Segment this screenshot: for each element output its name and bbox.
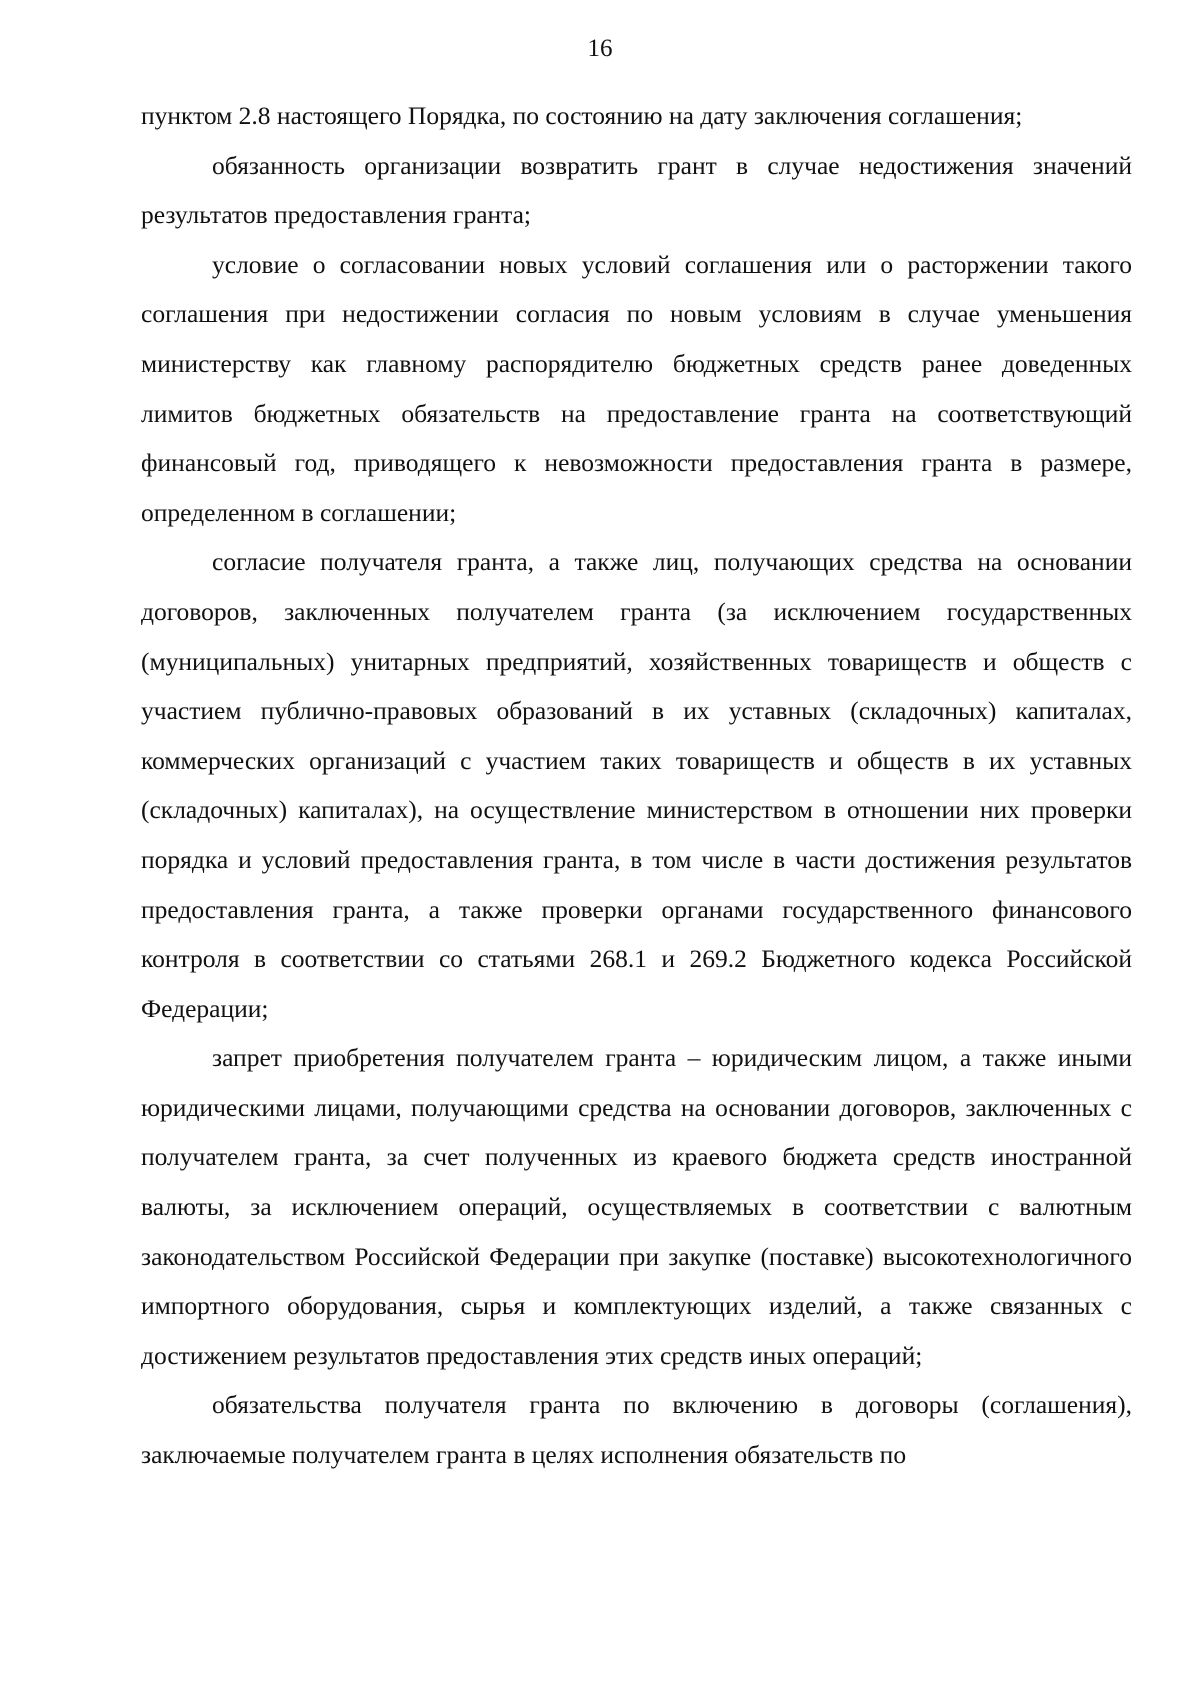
paragraph-recipient-consent: согласие получателя гранта, а также лиц, получающих средства на основании договоров, заключенных получателем гранта (за исключением государственных (муниципальных) унитарных предприятий, хозяйственных товариществ и обществ с участием публично-правовых образований в их уставных (складочных) капиталах, коммерческих организаций с участием таких товариществ и обществ в их уставных (складочных) капиталах), на осуществление министерством в отношении них проверки порядка и условий предоставления гранта, в том числе в части достижения результатов предоставления гранта, а также проверки органами государственного финансового контроля в соответствии со статьями 268.1 и 269.2 Бюджетного кодекса Российской Федерации; [141,547,1132,1023]
paragraph-continuation: пунктом 2.8 настоящего Порядка, по состоянию на дату заключения соглашения; [141,101,1023,130]
document-body [141,91,1132,1480]
page-number: 16 [587,35,613,62]
paragraph-new-conditions: условие о согласовании новых условий соглашения или о расторжении такого соглашения при недостижении согласия по новым условиям в случае уменьшения министерству как главному распорядителю бюджетных средств ранее доведенных лимитов бюджетных обязательств на предоставление гранта на соответствующий финансовый год, приводящего к невозможности предоставления гранта в размере, определенном в соглашении; [141,249,1132,527]
paragraph-recipient-obligations: обязательства получателя гранта по включению в договоры (соглашения), заключаемые получателем гранта в целях исполнения обязательств по [141,1390,1132,1470]
paragraph-grant-return-obligation: обязанность организации возвратить грант в случае недостижения значений результатов предоставления гранта; [141,150,1132,230]
paragraph-currency-prohibition: запрет приобретения получателем гранта – юридическим лицом, а также иными юридическими лицами, получающими средства на основании договоров, заключенных с получателем гранта, за счет полученных из краевого бюджета средств иностранной валюты, за исключением операций, осуществляемых в соответствии с валютным законодательством Российской Федерации при закупке (поставке) высокотехнологичного импортного оборудования, сырья и комплектующих изделий, а также связанных с достижением результатов предоставления этих средств иных операций; [141,1043,1132,1370]
